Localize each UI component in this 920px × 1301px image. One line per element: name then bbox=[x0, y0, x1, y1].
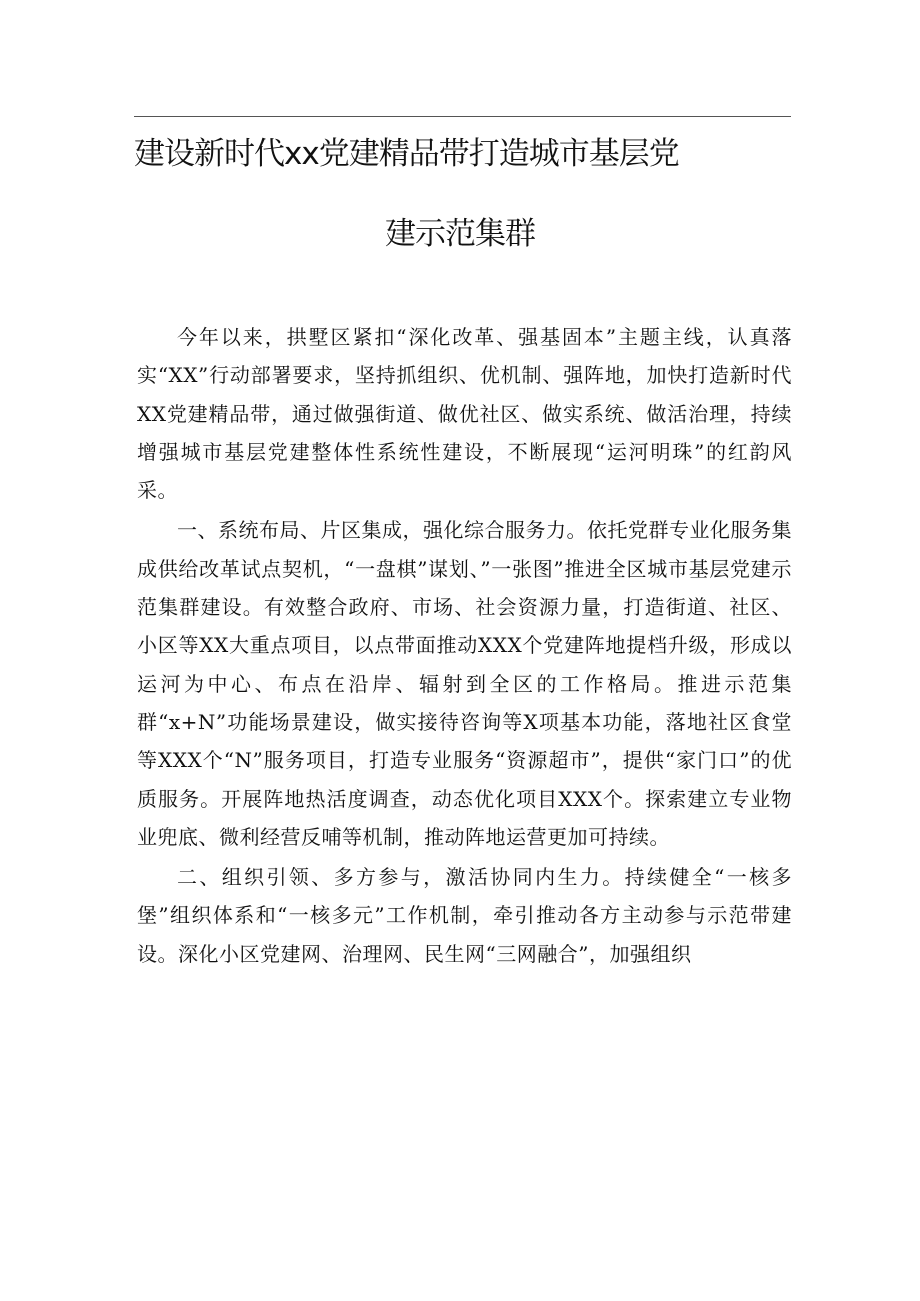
paragraph-intro: 今年以来，拱墅区紧扣“深化改革、强基固本”主题主线，认真落实“XX”行动部署要求，坚持抓组织、优机制、强阵地，加快打造新时代XX党建精品带，通过做强街道、做优社区、做实系统、做活治理，持续增强城市基层党建整体性系统性建设，不断展现“运河明珠”的红韵风采。 bbox=[137, 325, 792, 503]
document-body bbox=[137, 318, 792, 975]
document-title-line-1: 建设新时代xx党建精品带打造城市基层党 bbox=[134, 136, 679, 172]
paragraph-section-2: 二、组织引领、多方参与，激活协同内生力。持续健全“一核多堡”组织体系和“一核多元”工作机制，牵引推动各方主动参与示范带建设。深化小区党建网、治理网、民生网“三网融合”，加强组织 bbox=[137, 865, 792, 966]
header-rule bbox=[134, 116, 791, 117]
document-title-line-2: 建示范集群 bbox=[385, 216, 535, 252]
paragraph-section-1: 一、系统布局、片区集成，强化综合服务力。依托党群专业化服务集成供给改革试点契机，“一盘棋”谋划、”一张图”推进全区城市基层党建示范集群建设。有效整合政府、市场、社会资源力量，打造街道、社区、小区等XX大重点项目，以点带面推动XXX个党建阵地提档升级，形成以运河为中心、布点在沿岸、辐射到全区的工作格局。推进示范集群“x+N”功能场景建设，做实接待咨询等X项基本功能，落地社区食堂等XXX个“N”服务项目，打造专业服务“资源超市”，提供“家门口”的优质服务。开展阵地热活度调查，动态优化项目XXX个。探索建立专业物业兜底、微利经营反哺等机制，推动阵地运营更加可持续。 bbox=[137, 518, 792, 849]
